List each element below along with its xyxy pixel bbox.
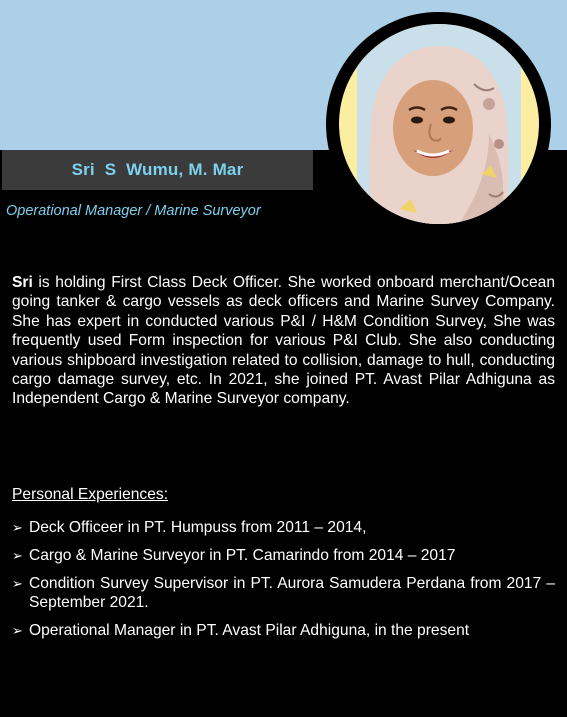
list-item xyxy=(12,574,555,613)
experience-list xyxy=(12,518,555,641)
experience-text: Operational Manager in PT. Avast Pilar Adhiguna, in the present xyxy=(29,622,470,640)
bio-text: is holding First Class Deck Officer. She worked onboard merchant/Ocean going tanker & cargo vessels as deck officers and Marine Survey Company. She has expert in conducted various P&I / H&M Condition Survey, She was frequently used Form inspection for various P&I Club. She also conducting various shipboard investigation related to collision, damage to hull, conducting cargo damage survey, etc. In 2021, she joined PT. Avast Pilar Adhiguna as Independent Cargo & Marine Surveyor company. xyxy=(12,274,555,408)
arrow-bullet-icon: ➢ xyxy=(12,547,23,563)
arrow-bullet-icon: ➢ xyxy=(12,623,23,639)
arrow-bullet-icon: ➢ xyxy=(12,575,23,591)
experience-heading: Personal Experiences: xyxy=(12,486,169,503)
name-banner xyxy=(2,150,313,190)
experience-text: Deck Officeer in PT. Humpuss from 2011 – 2014, xyxy=(29,519,367,536)
list-item xyxy=(12,518,555,537)
profile-photo xyxy=(339,24,539,224)
list-item xyxy=(12,621,555,640)
bio-paragraph xyxy=(12,273,555,409)
profile-name: Sri S Wumu, M. Mar xyxy=(71,160,244,179)
experience-text: Condition Survey Supervisor in PT. Aurora Samudera Perdana from 2017 – September 2021. xyxy=(29,574,555,612)
list-item xyxy=(12,546,555,565)
bio-lead: Sri xyxy=(12,274,33,291)
portrait-icon xyxy=(339,24,539,224)
profile-title: Operational Manager / Marine Surveyor xyxy=(6,203,261,219)
arrow-bullet-icon: ➢ xyxy=(12,520,23,535)
experience-text: Cargo & Marine Surveyor in PT. Camarindo from 2014 – 2017 xyxy=(29,546,456,564)
